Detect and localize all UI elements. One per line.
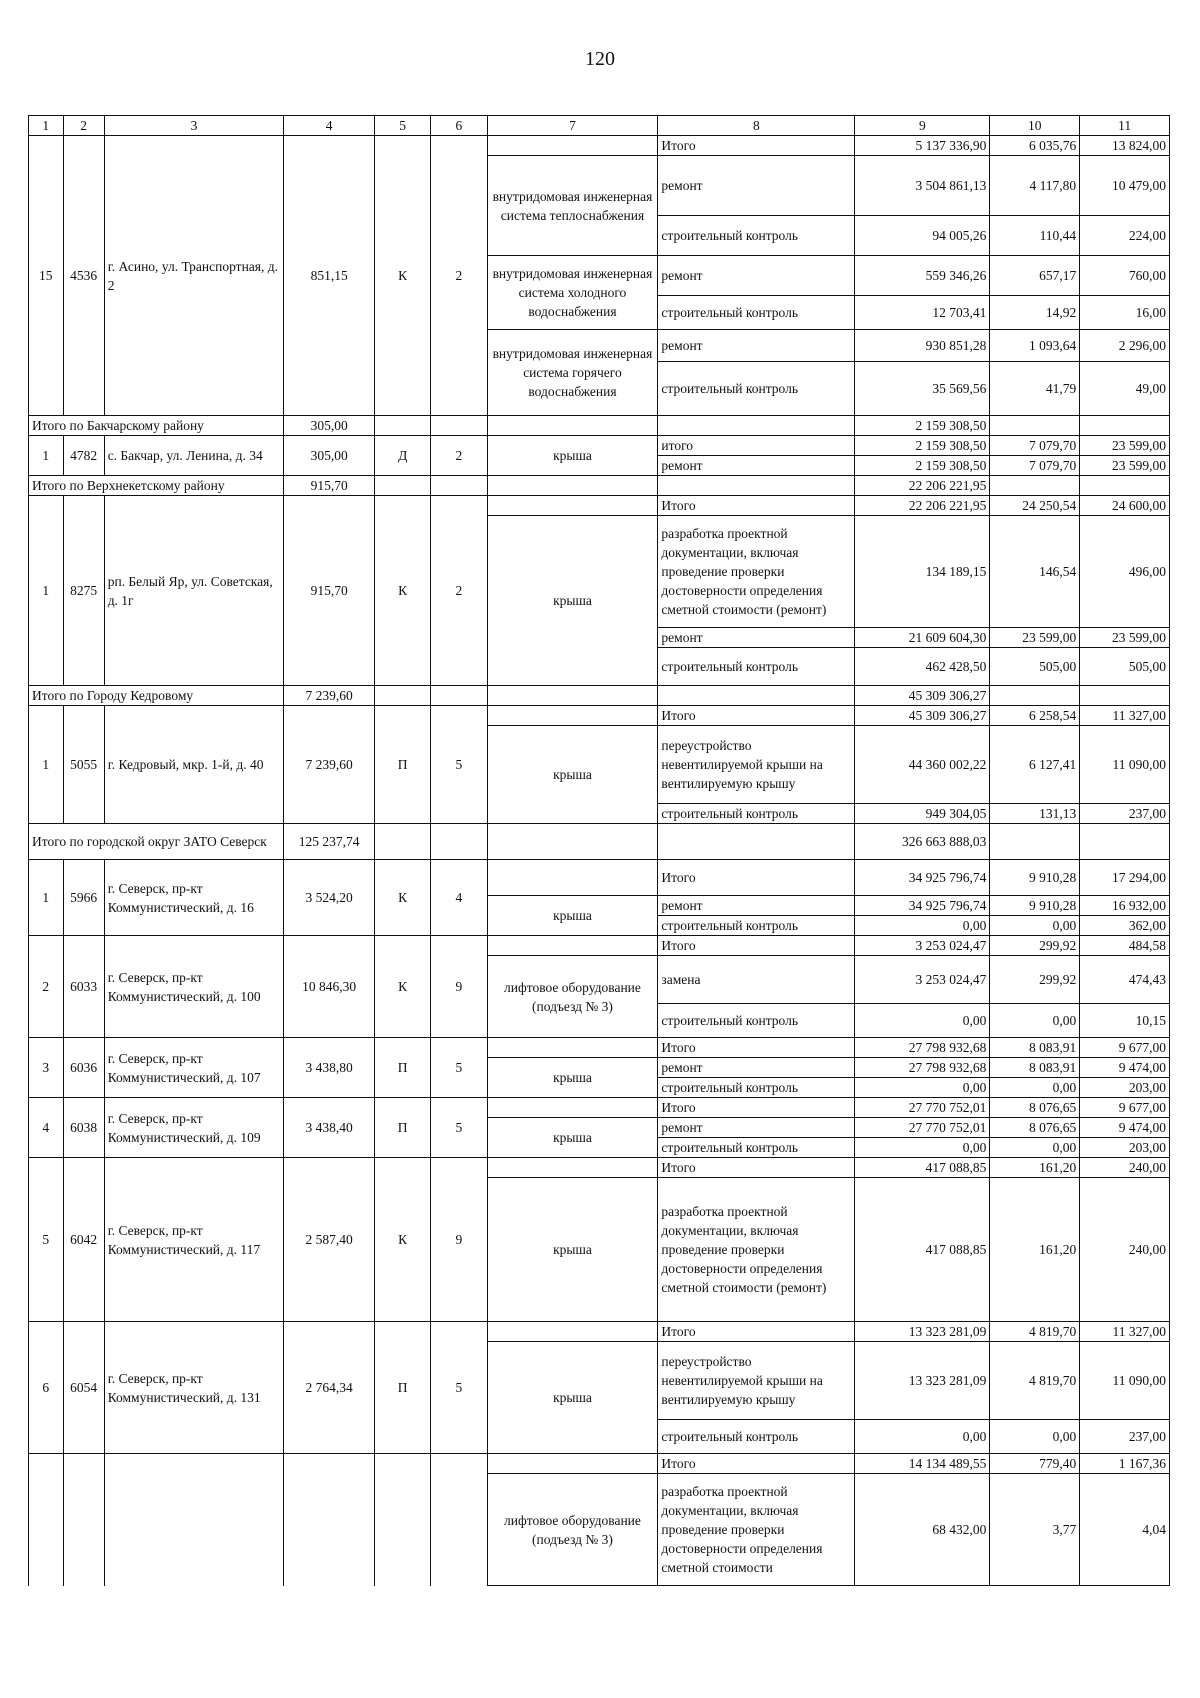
empty-cell	[29, 1454, 64, 1586]
empty-cell	[375, 416, 431, 436]
cost: 0,00	[855, 1138, 990, 1158]
max-cost: 11 090,00	[1080, 726, 1170, 804]
cost: 0,00	[855, 916, 990, 936]
floors: 2	[431, 136, 487, 416]
max-cost: 13 824,00	[1080, 136, 1170, 156]
work-type: ремонт	[658, 256, 855, 296]
address: г. Северск, пр-кт Коммунистический, д. 131	[104, 1322, 284, 1454]
header-cell: 10	[990, 116, 1080, 136]
empty-cell	[431, 824, 487, 860]
work-type: строительный контроль	[658, 1004, 855, 1038]
type: К	[375, 136, 431, 416]
floors: 2	[431, 496, 487, 686]
unit-cost: 146,54	[990, 516, 1080, 628]
work-type: Итого	[658, 1158, 855, 1178]
system-cell: крыша	[487, 1118, 658, 1158]
address: г. Северск, пр-кт Коммунистический, д. 117	[104, 1158, 284, 1322]
cost: 27 770 752,01	[855, 1118, 990, 1138]
district-total-row	[29, 416, 1170, 436]
empty-cell	[1080, 824, 1170, 860]
district-area: 305,00	[284, 416, 375, 436]
type: П	[375, 706, 431, 824]
cost: 0,00	[855, 1078, 990, 1098]
area: 3 438,80	[284, 1038, 375, 1098]
work-type: Итого	[658, 496, 855, 516]
unit-cost: 24 250,54	[990, 496, 1080, 516]
cost: 2 159 308,50	[855, 456, 990, 476]
table-row	[29, 1454, 1170, 1474]
district-total-row	[29, 686, 1170, 706]
max-cost: 24 600,00	[1080, 496, 1170, 516]
table-row	[29, 1158, 1170, 1178]
max-cost: 362,00	[1080, 916, 1170, 936]
house-id: 4536	[63, 136, 104, 416]
district-sum: 22 206 221,95	[855, 476, 990, 496]
empty-cell	[1080, 686, 1170, 706]
empty-cell	[431, 686, 487, 706]
unit-cost: 4 819,70	[990, 1322, 1080, 1342]
empty-cell	[990, 686, 1080, 706]
cost: 2 159 308,50	[855, 436, 990, 456]
type: П	[375, 1098, 431, 1158]
work-type: итого	[658, 436, 855, 456]
header-cell: 4	[284, 116, 375, 136]
house-id: 6036	[63, 1038, 104, 1098]
max-cost: 23 599,00	[1080, 456, 1170, 476]
system-cell	[487, 1322, 658, 1342]
unit-cost: 4 819,70	[990, 1342, 1080, 1420]
system-cell	[487, 496, 658, 516]
max-cost: 240,00	[1080, 1178, 1170, 1322]
max-cost: 474,43	[1080, 956, 1170, 1004]
work-type: строительный контроль	[658, 1420, 855, 1454]
empty-cell	[431, 476, 487, 496]
cost: 949 304,05	[855, 804, 990, 824]
unit-cost: 8 076,65	[990, 1098, 1080, 1118]
unit-cost: 131,13	[990, 804, 1080, 824]
table-row	[29, 706, 1170, 726]
work-type: ремонт	[658, 896, 855, 916]
unit-cost: 779,40	[990, 1454, 1080, 1474]
unit-cost: 7 079,70	[990, 436, 1080, 456]
work-type: ремонт	[658, 330, 855, 362]
cost: 21 609 604,30	[855, 628, 990, 648]
system-cell: крыша	[487, 726, 658, 824]
unit-cost: 7 079,70	[990, 456, 1080, 476]
header-cell: 6	[431, 116, 487, 136]
work-type: Итого	[658, 1322, 855, 1342]
max-cost: 10,15	[1080, 1004, 1170, 1038]
unit-cost: 110,44	[990, 216, 1080, 256]
floors: 9	[431, 936, 487, 1038]
row-number: 1	[29, 496, 64, 686]
address: г. Северск, пр-кт Коммунистический, д. 16	[104, 860, 284, 936]
work-type: ремонт	[658, 156, 855, 216]
unit-cost: 0,00	[990, 1420, 1080, 1454]
house-id: 6054	[63, 1322, 104, 1454]
unit-cost: 0,00	[990, 1138, 1080, 1158]
row-number: 3	[29, 1038, 64, 1098]
max-cost: 224,00	[1080, 216, 1170, 256]
house-id: 5055	[63, 706, 104, 824]
cost: 45 309 306,27	[855, 706, 990, 726]
system-cell: внутридомовая инженерная система холодного водоснабжения	[487, 256, 658, 330]
work-type: ремонт	[658, 1058, 855, 1078]
cost: 0,00	[855, 1420, 990, 1454]
work-type: строительный контроль	[658, 916, 855, 936]
address: г. Кедровый, мкр. 1-й, д. 40	[104, 706, 284, 824]
house-id: 4782	[63, 436, 104, 476]
work-type: Итого	[658, 1098, 855, 1118]
table-row	[29, 496, 1170, 516]
unit-cost: 14,92	[990, 296, 1080, 330]
empty-cell	[487, 476, 658, 496]
unit-cost: 0,00	[990, 916, 1080, 936]
area: 7 239,60	[284, 706, 375, 824]
header-cell: 9	[855, 116, 990, 136]
row-number: 2	[29, 936, 64, 1038]
empty-cell	[431, 1454, 487, 1586]
system-cell	[487, 706, 658, 726]
district-area: 7 239,60	[284, 686, 375, 706]
type: П	[375, 1038, 431, 1098]
cost: 3 253 024,47	[855, 936, 990, 956]
empty-cell	[658, 824, 855, 860]
cost: 5 137 336,90	[855, 136, 990, 156]
header-cell: 3	[104, 116, 284, 136]
header-cell: 1	[29, 116, 64, 136]
max-cost: 11 090,00	[1080, 1342, 1170, 1420]
system-cell	[487, 936, 658, 956]
work-type: ремонт	[658, 628, 855, 648]
system-cell: лифтовое оборудование (подъезд № 3)	[487, 956, 658, 1038]
work-type: строительный контроль	[658, 362, 855, 416]
work-type: разработка проектной документации, включая проведение проверки достоверности определения сметной стоимости (ремонт)	[658, 516, 855, 628]
cost: 417 088,85	[855, 1158, 990, 1178]
floors: 2	[431, 436, 487, 476]
row-number: 6	[29, 1322, 64, 1454]
address: рп. Белый Яр, ул. Советская, д. 1г	[104, 496, 284, 686]
row-number: 1	[29, 860, 64, 936]
cost: 27 770 752,01	[855, 1098, 990, 1118]
max-cost: 16,00	[1080, 296, 1170, 330]
work-type: Итого	[658, 136, 855, 156]
empty-cell	[375, 824, 431, 860]
cost: 34 925 796,74	[855, 860, 990, 896]
max-cost: 760,00	[1080, 256, 1170, 296]
row-number: 15	[29, 136, 64, 416]
empty-cell	[658, 686, 855, 706]
max-cost: 11 327,00	[1080, 1322, 1170, 1342]
cost: 44 360 002,22	[855, 726, 990, 804]
unit-cost: 0,00	[990, 1078, 1080, 1098]
unit-cost: 6 035,76	[990, 136, 1080, 156]
floors: 5	[431, 706, 487, 824]
empty-cell	[990, 476, 1080, 496]
empty-cell	[104, 1454, 284, 1586]
area: 2 764,34	[284, 1322, 375, 1454]
district-label: Итого по Верхнекетскому району	[29, 476, 284, 496]
work-type: Итого	[658, 1038, 855, 1058]
empty-cell	[375, 1454, 431, 1586]
max-cost: 17 294,00	[1080, 860, 1170, 896]
system-cell	[487, 1098, 658, 1118]
district-area: 915,70	[284, 476, 375, 496]
max-cost: 203,00	[1080, 1138, 1170, 1158]
work-type: переустройство невентилируемой крыши на вентилируемую крышу	[658, 726, 855, 804]
type: К	[375, 1158, 431, 1322]
unit-cost: 8 076,65	[990, 1118, 1080, 1138]
empty-cell	[1080, 476, 1170, 496]
work-type: строительный контроль	[658, 1138, 855, 1158]
row-number: 5	[29, 1158, 64, 1322]
table-row	[29, 1038, 1170, 1058]
max-cost: 11 327,00	[1080, 706, 1170, 726]
unit-cost: 6 127,41	[990, 726, 1080, 804]
empty-cell	[487, 686, 658, 706]
unit-cost: 161,20	[990, 1178, 1080, 1322]
cost: 3 504 861,13	[855, 156, 990, 216]
area: 10 846,30	[284, 936, 375, 1038]
max-cost: 1 167,36	[1080, 1454, 1170, 1474]
address: г. Северск, пр-кт Коммунистический, д. 109	[104, 1098, 284, 1158]
max-cost: 9 474,00	[1080, 1118, 1170, 1138]
table-row	[29, 1098, 1170, 1118]
system-cell	[487, 1454, 658, 1474]
cost: 930 851,28	[855, 330, 990, 362]
cost: 0,00	[855, 1004, 990, 1038]
cost: 94 005,26	[855, 216, 990, 256]
max-cost: 240,00	[1080, 1158, 1170, 1178]
type: К	[375, 496, 431, 686]
type: К	[375, 860, 431, 936]
cost: 14 134 489,55	[855, 1454, 990, 1474]
table-row	[29, 436, 1170, 456]
cost: 27 798 932,68	[855, 1058, 990, 1078]
work-type: строительный контроль	[658, 804, 855, 824]
cost: 134 189,15	[855, 516, 990, 628]
header-cell: 2	[63, 116, 104, 136]
cost: 12 703,41	[855, 296, 990, 330]
work-type: замена	[658, 956, 855, 1004]
row-number: 1	[29, 706, 64, 824]
unit-cost: 8 083,91	[990, 1038, 1080, 1058]
unit-cost: 6 258,54	[990, 706, 1080, 726]
page-number: 120	[585, 48, 615, 70]
work-type: переустройство невентилируемой крыши на вентилируемую крышу	[658, 1342, 855, 1420]
empty-cell	[63, 1454, 104, 1586]
system-cell: крыша	[487, 1058, 658, 1098]
area: 851,15	[284, 136, 375, 416]
max-cost: 9 677,00	[1080, 1098, 1170, 1118]
work-type: Итого	[658, 860, 855, 896]
house-id: 6042	[63, 1158, 104, 1322]
house-id: 6033	[63, 936, 104, 1038]
empty-cell	[1080, 416, 1170, 436]
unit-cost: 41,79	[990, 362, 1080, 416]
cost: 462 428,50	[855, 648, 990, 686]
cost: 417 088,85	[855, 1178, 990, 1322]
work-type: Итого	[658, 936, 855, 956]
unit-cost: 9 910,28	[990, 896, 1080, 916]
cost: 13 323 281,09	[855, 1342, 990, 1420]
house-id: 6038	[63, 1098, 104, 1158]
empty-cell	[431, 416, 487, 436]
empty-cell	[990, 824, 1080, 860]
empty-cell	[487, 416, 658, 436]
unit-cost: 8 083,91	[990, 1058, 1080, 1078]
work-type: строительный контроль	[658, 216, 855, 256]
max-cost: 2 296,00	[1080, 330, 1170, 362]
work-type: строительный контроль	[658, 648, 855, 686]
header-row	[29, 116, 1170, 136]
area: 3 524,20	[284, 860, 375, 936]
system-cell: крыша	[487, 1342, 658, 1454]
cost: 559 346,26	[855, 256, 990, 296]
max-cost: 484,58	[1080, 936, 1170, 956]
max-cost: 10 479,00	[1080, 156, 1170, 216]
table-row	[29, 136, 1170, 156]
unit-cost: 9 910,28	[990, 860, 1080, 896]
max-cost: 23 599,00	[1080, 628, 1170, 648]
unit-cost: 3,77	[990, 1474, 1080, 1586]
max-cost: 49,00	[1080, 362, 1170, 416]
max-cost: 23 599,00	[1080, 436, 1170, 456]
district-area: 125 237,74	[284, 824, 375, 860]
work-type: Итого	[658, 1454, 855, 1474]
header-cell: 7	[487, 116, 658, 136]
unit-cost: 161,20	[990, 1158, 1080, 1178]
system-cell	[487, 136, 658, 156]
district-total-row	[29, 476, 1170, 496]
max-cost: 203,00	[1080, 1078, 1170, 1098]
empty-cell	[487, 824, 658, 860]
table-row	[29, 1322, 1170, 1342]
district-label: Итого по Городу Кедровому	[29, 686, 284, 706]
system-cell: внутридомовая инженерная система теплоснабжения	[487, 156, 658, 256]
address: с. Бакчар, ул. Ленина, д. 34	[104, 436, 284, 476]
empty-cell	[284, 1454, 375, 1586]
type: Д	[375, 436, 431, 476]
header-cell: 11	[1080, 116, 1170, 136]
district-total-row	[29, 824, 1170, 860]
work-type: разработка проектной документации, включая проведение проверки достоверности определения сметной стоимости	[658, 1474, 855, 1586]
cost: 68 432,00	[855, 1474, 990, 1586]
max-cost: 505,00	[1080, 648, 1170, 686]
system-cell: крыша	[487, 436, 658, 476]
table-row	[29, 936, 1170, 956]
table-row	[29, 860, 1170, 896]
max-cost: 4,04	[1080, 1474, 1170, 1586]
max-cost: 237,00	[1080, 804, 1170, 824]
work-type: Итого	[658, 706, 855, 726]
system-cell: крыша	[487, 516, 658, 686]
system-cell: крыша	[487, 896, 658, 936]
unit-cost: 299,92	[990, 936, 1080, 956]
work-type: строительный контроль	[658, 1078, 855, 1098]
capital-repair-table	[28, 115, 1170, 1586]
cost: 13 323 281,09	[855, 1322, 990, 1342]
work-type: разработка проектной документации, включая проведение проверки достоверности определения сметной стоимости (ремонт)	[658, 1178, 855, 1322]
district-sum: 326 663 888,03	[855, 824, 990, 860]
house-id: 8275	[63, 496, 104, 686]
cost: 27 798 932,68	[855, 1038, 990, 1058]
empty-cell	[990, 416, 1080, 436]
unit-cost: 657,17	[990, 256, 1080, 296]
house-id: 5966	[63, 860, 104, 936]
empty-cell	[375, 686, 431, 706]
cost: 22 206 221,95	[855, 496, 990, 516]
unit-cost: 1 093,64	[990, 330, 1080, 362]
max-cost: 496,00	[1080, 516, 1170, 628]
cost: 34 925 796,74	[855, 896, 990, 916]
header-cell: 5	[375, 116, 431, 136]
district-sum: 2 159 308,50	[855, 416, 990, 436]
max-cost: 16 932,00	[1080, 896, 1170, 916]
area: 3 438,40	[284, 1098, 375, 1158]
work-type: ремонт	[658, 1118, 855, 1138]
system-cell: крыша	[487, 1178, 658, 1322]
area: 2 587,40	[284, 1158, 375, 1322]
empty-cell	[658, 476, 855, 496]
max-cost: 237,00	[1080, 1420, 1170, 1454]
header-cell: 8	[658, 116, 855, 136]
row-number: 4	[29, 1098, 64, 1158]
floors: 5	[431, 1322, 487, 1454]
address: г. Северск, пр-кт Коммунистический, д. 107	[104, 1038, 284, 1098]
empty-cell	[658, 416, 855, 436]
empty-cell	[375, 476, 431, 496]
district-label: Итого по Бакчарскому району	[29, 416, 284, 436]
floors: 9	[431, 1158, 487, 1322]
system-cell	[487, 1038, 658, 1058]
district-sum: 45 309 306,27	[855, 686, 990, 706]
area: 915,70	[284, 496, 375, 686]
district-label: Итого по городской округ ЗАТО Северск	[29, 824, 284, 860]
address: г. Северск, пр-кт Коммунистический, д. 100	[104, 936, 284, 1038]
row-number: 1	[29, 436, 64, 476]
floors: 4	[431, 860, 487, 936]
unit-cost: 23 599,00	[990, 628, 1080, 648]
work-type: строительный контроль	[658, 296, 855, 330]
floors: 5	[431, 1098, 487, 1158]
cost: 35 569,56	[855, 362, 990, 416]
unit-cost: 505,00	[990, 648, 1080, 686]
area: 305,00	[284, 436, 375, 476]
type: П	[375, 1322, 431, 1454]
system-cell: лифтовое оборудование (подъезд № 3)	[487, 1474, 658, 1586]
unit-cost: 299,92	[990, 956, 1080, 1004]
floors: 5	[431, 1038, 487, 1098]
system-cell: внутридомовая инженерная система горячего водоснабжения	[487, 330, 658, 416]
max-cost: 9 677,00	[1080, 1038, 1170, 1058]
cost: 3 253 024,47	[855, 956, 990, 1004]
type: К	[375, 936, 431, 1038]
system-cell	[487, 860, 658, 896]
unit-cost: 0,00	[990, 1004, 1080, 1038]
system-cell	[487, 1158, 658, 1178]
max-cost: 9 474,00	[1080, 1058, 1170, 1078]
address: г. Асино, ул. Транспортная, д. 2	[104, 136, 284, 416]
work-type: ремонт	[658, 456, 855, 476]
unit-cost: 4 117,80	[990, 156, 1080, 216]
